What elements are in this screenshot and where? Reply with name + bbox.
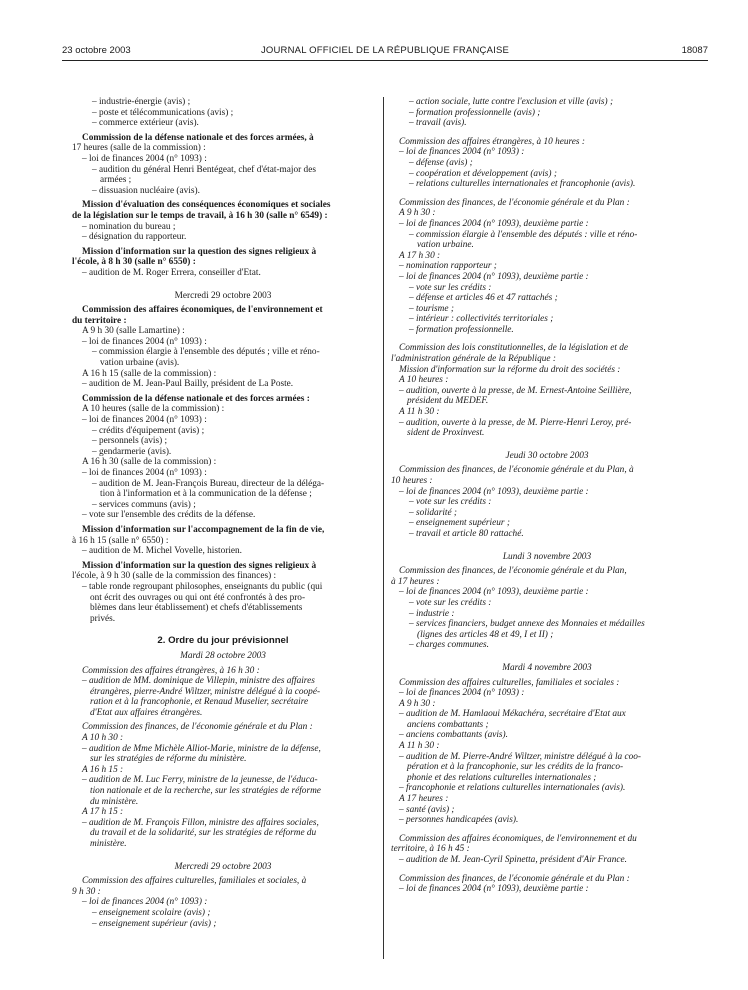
text-line: – loi de finances 2004 (n° 1093), deuxième partie : bbox=[399, 486, 589, 497]
text-line: Commission des finances, de l'économie générale et du Plan : bbox=[399, 873, 630, 884]
text-line: président du MEDEF. bbox=[407, 396, 489, 407]
text-line: – services financiers, budget annexe des Monnaies et médailles bbox=[409, 619, 645, 630]
text-line: ministère. bbox=[90, 839, 127, 849]
text-line: A 16 h 15 (salle de la commission) : bbox=[82, 368, 217, 379]
text-line: – anciens combattants (avis). bbox=[399, 730, 508, 741]
text-line: de la législation sur le temps de travail, à 16 h 30 (salle n° 6549) : bbox=[72, 210, 328, 221]
text-line: du territoire : bbox=[72, 315, 127, 326]
text-line: – commerce extérieur (avis). bbox=[92, 118, 199, 129]
text-line: A 11 h 30 : bbox=[399, 407, 440, 418]
text-line: – vote sur les crédits : bbox=[409, 597, 492, 608]
text-line: Mission d'information sur la question des signes religieux à bbox=[82, 560, 317, 571]
text-line: A 16 h 15 : bbox=[82, 764, 124, 775]
text-line: – loi de finances 2004 (n° 1093) : bbox=[399, 147, 525, 158]
text-line: – vote sur l'ensemble des crédits de la défense. bbox=[82, 510, 256, 521]
text-line: – intérieur : collectivités territoriales ; bbox=[409, 314, 554, 325]
text-line: A 11 h 30 : bbox=[399, 741, 440, 752]
text-line: – dissuasion nucléaire (avis). bbox=[92, 185, 200, 196]
text-line: anciens combattants ; bbox=[407, 719, 489, 730]
text-line: – formation professionnelle. bbox=[409, 324, 514, 335]
text-line: – travail (avis). bbox=[409, 118, 467, 129]
text-line: l'école, à 8 h 30 (salle n° 6550) : bbox=[72, 257, 196, 268]
text-line: d'Etat aux affaires étrangères. bbox=[90, 707, 203, 718]
text-line: étrangères, pierre-André Wiltzer, ministre délégué à la coopé- bbox=[90, 686, 321, 697]
text-line: – formation professionnelle (avis) ; bbox=[409, 107, 541, 118]
text-line: – audition de M. Jean-Paul Bailly, président de La Poste. bbox=[82, 379, 294, 390]
text-line: 10 heures : bbox=[391, 476, 433, 486]
text-line: blèmes dans leur établissement) et chefs d'établissements bbox=[90, 603, 303, 614]
text-line: – enseignement supérieur ; bbox=[409, 518, 510, 529]
text-line: à 16 h 15 (salle n° 6550) : bbox=[72, 535, 169, 546]
text-line: vation urbaine. bbox=[417, 240, 474, 251]
section-heading: Lundi 3 novembre 2003 bbox=[502, 551, 592, 562]
text-line: phonie et des relations culturelles internationales ; bbox=[407, 772, 597, 783]
text-line: – audition du général Henri Bentégeat, chef d'état-major des bbox=[92, 164, 316, 175]
text-line: Commission des finances, de l'économie générale et du Plan : bbox=[82, 722, 313, 733]
text-line: – loi de finances 2004 (n° 1093) : bbox=[82, 336, 207, 347]
text-line: – loi de finances 2004 (n° 1093) : bbox=[399, 688, 525, 699]
text-line: Commission des finances, de l'économie générale et du Plan, bbox=[399, 566, 627, 577]
journal-title: JOURNAL OFFICIEL DE LA RÉPUBLIQUE FRANÇAISE bbox=[260, 45, 510, 56]
section-heading: Mardi 28 octobre 2003 bbox=[180, 650, 266, 661]
text-line: du ministère. bbox=[90, 796, 139, 807]
text-line: – commission élargie à l'ensemble des députés : ville et réno- bbox=[409, 229, 638, 240]
spacer bbox=[72, 279, 374, 291]
text-line: A 17 h 15 : bbox=[82, 807, 124, 818]
text-line: – solidarité ; bbox=[409, 507, 458, 518]
header-rule bbox=[62, 60, 708, 61]
text-line: 9 h 30 : bbox=[72, 886, 101, 897]
text-line: Commission des affaires économiques, de l'environnement et bbox=[82, 305, 323, 316]
section-heading: Mardi 4 novembre 2003 bbox=[502, 662, 592, 673]
text-line: – loi de finances 2004 (n° 1093), deuxième partie : bbox=[399, 587, 589, 598]
text-line: – vote sur les crédits : bbox=[409, 497, 492, 508]
text-line: – audition, ouverte à la presse, de M. Pierre-Henri Leroy, pré- bbox=[399, 417, 632, 428]
text-line: – personnes handicapées (avis). bbox=[399, 815, 519, 826]
text-line: Commission des affaires étrangères, à 10 heures : bbox=[399, 136, 585, 147]
text-line: – industrie-énergie (avis) ; bbox=[92, 97, 191, 107]
section-heading: Jeudi 30 octobre 2003 bbox=[505, 450, 589, 461]
text-line: – audition de M. Pierre-André Wiltzer, ministre délégué à la coo- bbox=[399, 751, 642, 762]
text-line: – services communs (avis) ; bbox=[92, 499, 196, 510]
text-line: – audition de M. Luc Ferry, ministre de la jeunesse, de l'éduca- bbox=[82, 775, 318, 786]
text-line: Mission d'information sur l'accompagnement de la fin de vie, bbox=[82, 524, 325, 535]
text-line: Commission des finances, de l'économie générale et du Plan : bbox=[399, 197, 630, 208]
text-line: Commission des lois constitutionnelles, de la législation et de bbox=[399, 343, 629, 354]
text-line: Mission d'information sur la réforme du droit des sociétés : bbox=[399, 364, 621, 375]
text-line: – industrie : bbox=[409, 608, 455, 619]
text-line: – personnels (avis) ; bbox=[92, 436, 168, 447]
text-line: A 17 heures : bbox=[399, 794, 449, 805]
text-line: privés. bbox=[90, 613, 116, 624]
spacer bbox=[391, 335, 703, 343]
page-header bbox=[62, 44, 708, 58]
text-line: Commission des finances, de l'économie générale et du Plan, à bbox=[399, 465, 634, 476]
text-line: Commission des affaires culturelles, familiales et sociales, à bbox=[82, 876, 307, 887]
text-line: Mission d'évaluation des conséquences économiques et sociales bbox=[82, 200, 331, 211]
text-line: – tourisme ; bbox=[409, 303, 454, 314]
text-line: territoire, à 16 h 45 : bbox=[391, 844, 470, 855]
spacer bbox=[72, 850, 374, 862]
text-line: 17 heures (salle de la commission) : bbox=[72, 143, 206, 154]
text-line: – loi de finances 2004 (n° 1093), deuxième partie : bbox=[399, 218, 589, 229]
text-line: – défense (avis) ; bbox=[409, 157, 473, 168]
text-line: – audition de M. Michel Vovelle, historien. bbox=[82, 546, 243, 557]
text-line: – loi de finances 2004 (n° 1093) : bbox=[82, 897, 208, 908]
text-line: Commission de la défense nationale et des forces armées : bbox=[82, 393, 310, 404]
text-line: – poste et télécommunications (avis) ; bbox=[92, 107, 234, 118]
text-line: A 10 heures (salle de la commission) : bbox=[82, 404, 225, 415]
section-heading: Mercredi 29 octobre 2003 bbox=[174, 861, 272, 872]
text-line: sident de Proxinvest. bbox=[407, 428, 485, 439]
text-line: pération et à la francophonie, sur les crédits de la franco- bbox=[407, 762, 624, 773]
text-line: – audition de M. Hamlaoui Mékachéra, secrétaire d'Etat aux bbox=[399, 709, 626, 720]
section-heading: Mercredi 29 octobre 2003 bbox=[174, 290, 272, 301]
text-line: – commission élargie à l'ensemble des députés ; ville et réno- bbox=[92, 347, 320, 358]
spacer bbox=[391, 439, 703, 451]
text-line: – loi de finances 2004 (n° 1093) : bbox=[82, 468, 207, 478]
text-line: A 9 h 30 : bbox=[399, 698, 436, 709]
text-line: Mission d'information sur la question des signes religieux à bbox=[82, 246, 317, 257]
text-line: – audition de M. Roger Errera, conseiller d'Etat. bbox=[82, 267, 261, 278]
text-line: – nomination rapporteur ; bbox=[399, 261, 497, 272]
text-line: – coopération et développement (avis) ; bbox=[409, 168, 557, 179]
text-line: Commission de la défense nationale et des forces armées, à bbox=[82, 132, 314, 143]
text-line: – francophonie et relations culturelles internationales (avis). bbox=[399, 783, 626, 794]
text-line: tion à l'information et à la communication de la défense ; bbox=[100, 489, 312, 500]
text-line: A 10 h 30 : bbox=[82, 733, 124, 744]
text-line: Commission des affaires culturelles, familiales et sociales : bbox=[399, 677, 620, 688]
text-line: – charges communes. bbox=[409, 640, 489, 651]
text-line: – crédits d'équipement (avis) ; bbox=[92, 425, 205, 436]
text-line: ration et à la francophonie, et Renaud Muselier, secrétaire bbox=[90, 697, 309, 708]
text-line: – audition de Mme Michèle Alliot-Marie, ministre de la défense, bbox=[82, 743, 321, 754]
text-line: – table ronde regroupant philosophes, enseignants du public (qui bbox=[82, 581, 323, 592]
text-line: A 16 h 30 (salle de la commission) : bbox=[82, 457, 217, 468]
column-separator bbox=[383, 97, 384, 959]
text-line: du travail et de la solidarité, sur les stratégies de réforme du bbox=[90, 828, 317, 839]
spacer bbox=[391, 190, 703, 198]
text-line: – enseignement scolaire (avis) ; bbox=[92, 907, 211, 918]
text-line: – vote sur les crédits : bbox=[409, 282, 492, 293]
text-line: A 17 h 30 : bbox=[399, 250, 441, 261]
text-line: à 17 heures : bbox=[391, 576, 440, 587]
text-line: – désignation du rapporteur. bbox=[82, 232, 187, 243]
text-line: A 9 h 30 : bbox=[399, 208, 436, 219]
text-line: – loi de finances 2004 (n° 1093) : bbox=[82, 415, 207, 426]
right-column bbox=[391, 97, 703, 895]
text-line: – loi de finances 2004 (n° 1093), deuxième partie : bbox=[399, 271, 589, 282]
header-date: 23 octobre 2003 bbox=[62, 45, 131, 56]
text-line: – loi de finances 2004 (n° 1093), deuxième partie : bbox=[399, 884, 589, 895]
text-line: ont écrit des ouvrages ou qui ont été confrontés à des pro- bbox=[90, 592, 306, 603]
text-line: – audition de M. François Fillon, ministre des affaires sociales, bbox=[82, 817, 319, 828]
text-line: – audition de M. Jean-Cyril Spinetta, président d'Air France. bbox=[399, 855, 627, 865]
text-line: – audition de MM. dominique de Villepin, ministre des affaires bbox=[82, 676, 315, 687]
text-line: – enseignement supérieur (avis) ; bbox=[92, 918, 217, 929]
text-line: – santé (avis) ; bbox=[399, 804, 455, 815]
text-line: – loi de finances 2004 (n° 1093) : bbox=[82, 153, 207, 164]
text-line: l'école, à 9 h 30 (salle de la commission des finances) : bbox=[72, 571, 277, 582]
text-line: armées ; bbox=[100, 175, 132, 186]
spacer bbox=[391, 866, 703, 874]
text-line: – relations culturelles internationales et francophonie (avis). bbox=[409, 179, 636, 190]
text-line: vation urbaine (avis). bbox=[100, 358, 180, 369]
text-line: – gendarmerie (avis). bbox=[92, 446, 172, 457]
text-line: – travail et article 80 rattaché. bbox=[409, 528, 524, 539]
spacer bbox=[391, 651, 703, 663]
text-line: Commission des affaires étrangères, à 16 h 30 : bbox=[82, 665, 260, 676]
text-line: – audition, ouverte à la presse, de M. Ernest-Antoine Seillière, bbox=[399, 385, 632, 396]
spacer bbox=[391, 540, 703, 552]
text-line: Commission des affaires économiques, de l'environnement et du bbox=[399, 833, 637, 844]
spacer bbox=[391, 826, 703, 834]
spacer bbox=[391, 129, 703, 137]
section-heading: 2. Ordre du jour prévisionnel bbox=[157, 635, 289, 647]
text-line: – défense et articles 46 et 47 rattachés ; bbox=[409, 293, 558, 304]
text-line: tion nationale et de la recherche, sur les stratégies de réforme bbox=[90, 786, 321, 797]
text-line: – audition de M. Jean-François Bureau, directeur de la déléga- bbox=[92, 478, 325, 489]
text-line: – nomination du bureau ; bbox=[82, 221, 176, 232]
text-line: l'administration générale de la République : bbox=[391, 354, 556, 365]
page-number: 18087 bbox=[681, 45, 708, 56]
left-column bbox=[72, 97, 374, 929]
text-line: A 9 h 30 (salle Lamartine) : bbox=[82, 326, 185, 337]
text-line: sur les stratégies de réforme du ministère. bbox=[90, 754, 247, 765]
text-line: A 10 heures : bbox=[399, 375, 449, 386]
text-line: (lignes des articles 48 et 49, I et II) ; bbox=[417, 629, 554, 640]
text-line: – action sociale, lutte contre l'exclusion et ville (avis) ; bbox=[409, 97, 614, 107]
